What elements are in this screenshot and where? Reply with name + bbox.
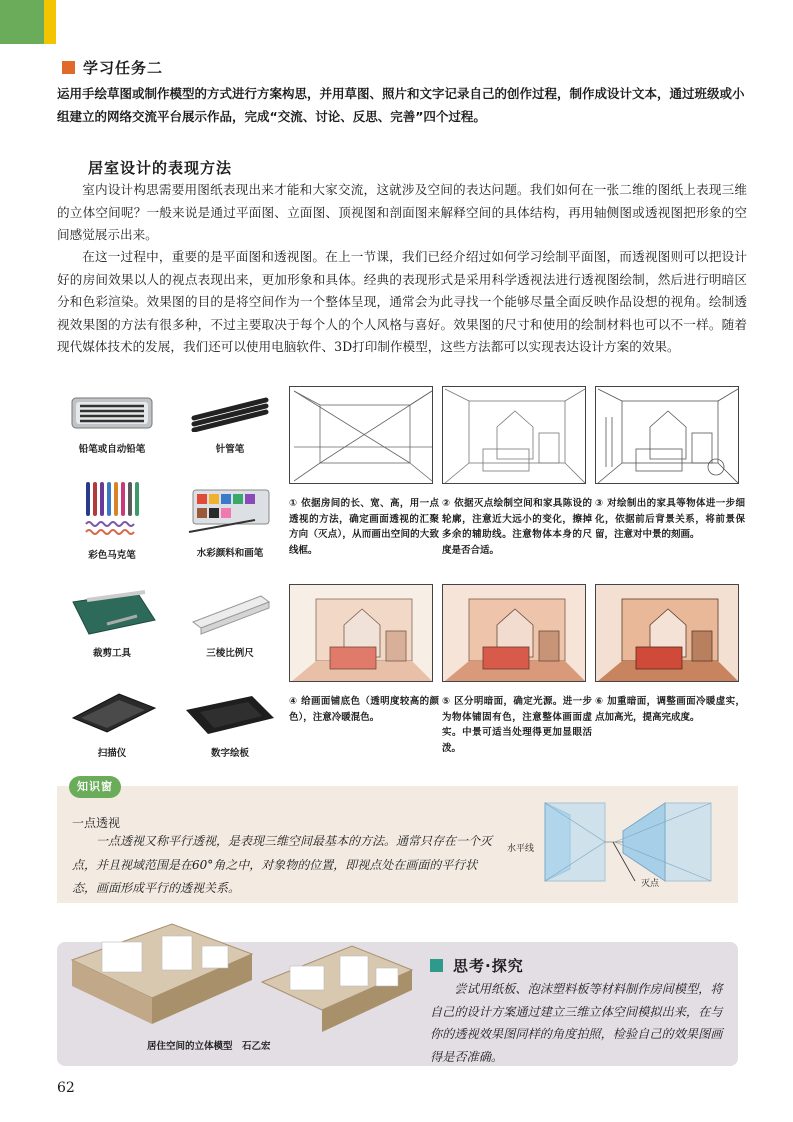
step-6-image	[595, 584, 739, 682]
task-body: 运用手绘草图或制作模型的方式进行方案构思，并用草图、照片和文字记录自己的创作过程，制作成设计文本，通过班级或小组建立的网络交流平台展示作品，完成“交流、讨论、反思、完善”四个过程。	[57, 86, 745, 124]
horizon-label: 水平线	[507, 843, 535, 853]
step-5-caption: ⑤ 区分明暗面，确定光源。进一步为物体铺固有色，注意整体画面虚实。中景可适当处理得更加显眼活泼。	[442, 696, 592, 754]
tool-tech-pen	[180, 392, 280, 455]
tool-marker	[62, 480, 162, 561]
vanishing-point-label: 灭点	[641, 878, 660, 888]
corner-green-block	[0, 0, 44, 44]
tool-cutting	[60, 590, 164, 659]
paragraph-1: 室内设计构思需要用图纸表现出来才能和大家交流，这就涉及空间的表达问题。我们如何在一张二维的图纸上表现三维的立体空间呢？一般来说是通过平面图、立面图、顶视图和剖面图来解释空间的具体结构，再用轴侧图或透视图把形象的空间感觉展示出来。	[57, 182, 747, 242]
step-6-caption: ⑥ 加重暗面，调整画面冷暖虚实，点加高光，提高完成度。	[595, 696, 745, 723]
explore-heading	[430, 955, 524, 976]
step-1-caption: ① 依据房间的长、宽、高，用一点透视的方法，确定画面透视的汇聚方向（灭点），从而画出空间的大致线框。	[289, 498, 439, 556]
knowledge-text: 一点透视又称平行透视，是表现三维空间最基本的方法。通常只存在一个灭点，并且视域范围是在60°角之中，对象物的位置，即视点处在画面的平行状态，画面形成平行的透视关系。	[72, 834, 493, 895]
corner-yellow-block	[44, 0, 56, 44]
technical-pen-icon	[188, 392, 272, 432]
pencil-case-icon	[70, 392, 154, 432]
step-2-caption: ② 依据灭点绘制空间和家具陈设的轮廓，注意近大远小的变化，擦掉多余的辅助线。注意物体本身的尺度是否合适。	[442, 498, 592, 556]
marker-icon	[82, 480, 142, 538]
task-title: 学习任务二	[83, 59, 164, 77]
section-title: 居室设计的表现方法	[88, 159, 233, 177]
cutting-mat-icon	[67, 590, 157, 636]
task-heading	[62, 57, 163, 78]
paragraph-2: 在这一过程中，重要的是平面图和透视图。在上一节课，我们已经介绍过如何学习绘制平面图，而透视图则可以把设计好的房间效果以人的视点表现出来，更加形象和具体。经典的表现形式是采用科学透视法进行透视图绘制，然后进行明暗区分和色彩渲染。效果图的目的是将空间作为一个整体呈现，通常会为此寻找一个能够尽量全面反映作品设想的视角。绘制透视效果图的方法有很多种，不过主要取决于每个人的个人风格与喜好。效果图的尺寸和使用的绘制材料也可以不一样。随着现代媒体技术的发展，我们还可以使用电脑软件、3D打印制作模型，这些方法都可以实现表达设计方案的效果。	[57, 249, 747, 354]
room-model-photo	[62, 920, 422, 1038]
step-1-image	[289, 386, 433, 484]
scale-ruler-icon	[187, 592, 273, 636]
step-5-image	[442, 584, 586, 682]
tool-watercolor	[180, 484, 280, 559]
tool-scanner	[60, 688, 164, 759]
knowledge-badge: 知识窗	[69, 776, 121, 798]
tool-label: 针管笔	[215, 444, 245, 455]
step-3-caption: ③ 对绘制出的家具等物体进一步细化，依据前后背景关系，将前景保留，注意对中景的刻画。	[595, 498, 745, 540]
tool-pencil	[62, 392, 162, 455]
tool-label: 裁剪工具	[92, 648, 131, 659]
one-point-perspective-diagram	[505, 795, 730, 895]
tool-label: 扫描仪	[97, 748, 127, 759]
step-4-image	[289, 584, 433, 682]
square-bullet-icon	[430, 959, 443, 972]
step-3-image	[595, 386, 739, 484]
watercolor-palette-icon	[185, 484, 275, 536]
step-4-caption: ④ 给画面铺底色（透明度较高的颜色），注意冷暖混色。	[289, 696, 439, 723]
model-caption: 居住空间的立体模型 石乙宏	[147, 1041, 271, 1052]
explore-title: 思考·探究	[453, 957, 524, 975]
tool-label: 水彩颜料和画笔	[196, 548, 264, 559]
tool-tablet	[176, 692, 284, 759]
page-number: 62	[57, 1080, 75, 1096]
explore-text: 尝试用纸板、泡沫塑料板等材料制作房间模型，将自己的设计方案通过建立三维立体空间模拟出来，在与你的透视效果图同样的角度拍照，检验自己的效果图画得是否准确。	[430, 982, 723, 1064]
scanner-icon	[67, 688, 157, 736]
tool-label: 铅笔或自动铅笔	[78, 444, 146, 455]
tool-label: 彩色马克笔	[88, 550, 136, 561]
step-2-image	[442, 386, 586, 484]
knowledge-title: 一点透视	[72, 816, 121, 830]
square-bullet-icon	[62, 61, 75, 74]
tool-label: 数字绘板	[210, 748, 249, 759]
tablet-icon	[182, 692, 278, 736]
tool-ruler	[180, 592, 280, 659]
tool-label: 三棱比例尺	[206, 648, 254, 659]
